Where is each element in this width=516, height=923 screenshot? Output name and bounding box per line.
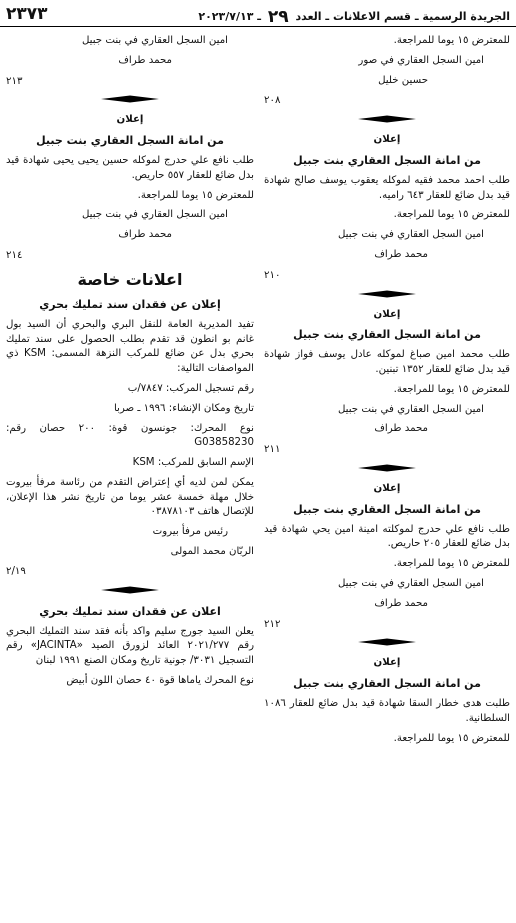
deadline-line: للمعترض ١٥ يوما للمراجعة. [393,558,510,570]
detail-construction: تاريخ ومكان الإنشاء: ١٩٩٦ ـ صربا [113,402,254,414]
notice-body: طلب محمد امين صباغ لموكله عادل يوسف فواز شهادة قيد بدل ضائع للعقار ١٣٥٢ تبنين. [264,349,510,376]
notice-body: طلبت هدى خطار السقا شهادة قيد بدل ضائع للعقار ١٠٨٦ السلطانية. [264,698,510,724]
signatory-name: الربّان محمد المولى [170,546,254,558]
detail-engine: نوع المحرك: جونسون قوة: ٢٠٠ حصان رقم: G03858230 [6,422,254,449]
signatory-title: امين السجل العقاري في بنت جبيل [337,229,484,241]
notice-subtitle: من امانة السجل العقاري بنت جبيل [293,502,481,516]
notice-body: طلب احمد محمد فقيه لموكله يعقوب يوسف صالح شهادة قيد بدل ضائع للعقار ٦٤٣ راميه. [264,174,510,201]
detail-engine: نوع المحرك ياماها قوة ٤٠ حصان اللون أبيض [66,674,254,686]
notice-214 [6,113,254,265]
notice-number: ٢١٠ [264,269,281,281]
notice-number: ٢١٤ [6,249,23,261]
right-column [264,34,510,919]
special-notice-body: يعلن السيد جورج سليم واكد بأنه فقد سند التمليك البحري رقم ٢٠٢١/٢٧٧ العائد لزورق الصيد «JACINTA» رقم التسجيل ٣٠٣١/ جونية تاريخ ومكان الصنع ١٩٩١ لبنان [6,625,254,667]
separator [6,586,254,594]
separator [6,95,254,103]
signatory-name: محمد طراف [118,229,172,241]
signatory-title: امين السجل العقاري في بنت جبيل [337,403,484,415]
deadline-line: للمعترض ١٥ يوما للمراجعة. [393,383,510,395]
page-number: ٢٣٧٣ [6,4,48,24]
separator [264,464,510,472]
signatory-title: امين السجل العقاري في بنت جبيل [81,35,228,46]
notice-body: طلب نافع علي حدرج لموكلته امينة امين يحي شهادة قيد بدل ضائع للعقار ٢٠٥ حاريص. [264,523,510,550]
issue-number: ٢٩ [267,7,289,27]
notice-subtitle: من امانة السجل العقاري بنت جبيل [293,153,481,167]
separator [264,115,510,123]
notice-subtitle: من امانة السجل العقاري بنت جبيل [293,677,481,691]
special-notice-1 [6,297,254,582]
signatory-name: حسين خليل [378,74,428,86]
deadline-line: للمعترض ١٥ يوما للمراجعة. [393,732,510,744]
section-title: اعلانات خاصة [77,269,183,289]
detail-registration: رقم تسجيل المركب: ٧٨٤٧/ب [127,383,254,394]
issue-date: ـ ٢٠٢٣/٧/١٣ [198,10,262,23]
notice-last [264,656,510,751]
signatory-title: امين السجل العقاري في بنت جبيل [337,578,484,589]
notice-211 [264,308,510,460]
deadline-line: للمعترض ١٥ يوما للمراجعة. [393,209,510,221]
separator [264,638,510,646]
special-notice-body: تفيد المديرية العامة للنقل البري والبحري أن السيد بول غانم بو انطون قد تقدم بطلب الحصول على سند تمليك بحري بدل عن ضائع للمركب النزهة المسمى: KSM ذي المواصفات التالية: [6,318,254,375]
left-column [6,34,254,919]
special-notice-title: إعلان عن فقدان سند تمليك بحري [39,297,221,311]
page-header [0,0,516,27]
notice-subtitle: من امانة السجل العقاري بنت جبيل [36,134,224,148]
header-title [198,5,510,30]
header-title-prefix: الجريدة الرسمية ـ قسم الاعلانات ـ العدد [295,10,510,23]
special-notice-2 [6,604,254,694]
notice-number: ٢١٢ [264,618,281,630]
notice-number: ٢١٣ [6,75,23,87]
signatory-name: محمد طراف [374,423,428,435]
notice-title: إعلان [116,114,144,126]
signatory-title: امين السجل العقاري في بنت جبيل [81,209,228,221]
notice-title: إعلان [373,134,401,146]
detail-previous-name: الإسم السابق للمركب: KSM [132,457,254,469]
notice-title: إعلان [373,657,401,669]
signatory-name: محمد طراف [374,248,428,260]
deadline-line: للمعترض ١٥ يوما للمراجعة. [137,189,254,201]
notice-number: ٢/١٩ [6,565,26,577]
signatory-title: رئيس مرفأ بيروت [152,526,228,538]
notice-number: ٢١١ [264,444,281,456]
special-notice-closing: يمكن لمن لديه أي إعتراض التقدم من رئاسة مرفأ بيروت خلال مهلة خمسة عشر يوما من تاريخ نشر هذا الإعلان، للإتصال هاتف ٠٣٨٧٨١٠٣ [6,476,254,518]
notice-number: ٢٠٨ [264,95,281,107]
signatory-name: محمد طراف [118,54,172,66]
notice-210 [264,133,510,285]
special-notice-title: اعلان عن فقدان سند تمليك بحري [39,604,221,618]
signatory-title: امين السجل العقاري في صور [358,54,484,66]
separator [264,290,510,298]
notice-212 [264,482,510,634]
notice-body: طلب نافع علي حدرج لموكله حسين يحيى يحيى شهادة قيد بدل ضائع للعقار ٥٥٧ حاريص. [6,155,254,181]
signatory-name: محمد طراف [374,597,428,609]
deadline-line: للمعترض ١٥ يوما للمراجعة. [393,35,510,46]
notice-title: إعلان [373,482,401,494]
notice-title: إعلان [373,308,401,320]
notice-subtitle: من امانة السجل العقاري بنت جبيل [293,328,481,342]
